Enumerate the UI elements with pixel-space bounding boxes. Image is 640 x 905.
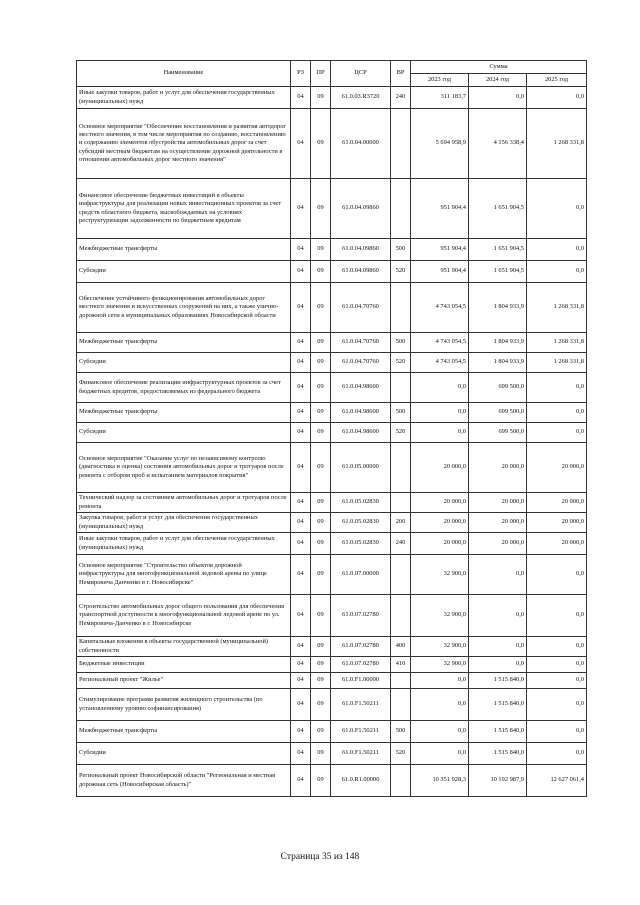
row-2024-cell: 20 000,0 — [469, 443, 527, 493]
row-csr-cell: 61.0.07.02780 — [331, 657, 391, 673]
row-name-cell: Иные закупки товаров, работ и услуг для обеспечения государственных (муниципальных) нужд — [77, 533, 291, 555]
row-vr-cell: 200 — [391, 513, 411, 533]
row-2024-cell: 1 651 904,5 — [469, 239, 527, 261]
row-rz-cell: 04 — [291, 721, 311, 743]
row-pr-cell: 09 — [311, 373, 331, 403]
table-row — [77, 109, 587, 179]
row-2023-cell: 32 900,0 — [411, 657, 469, 673]
row-2024-cell: 1 515 840,0 — [469, 721, 527, 743]
row-2023-cell: 20 000,0 — [411, 493, 469, 513]
row-vr-cell — [391, 493, 411, 513]
row-2025-cell: 0,0 — [527, 261, 587, 283]
table-row — [77, 637, 587, 657]
row-csr-cell: 61.0.04.98600 — [331, 423, 391, 443]
row-csr-cell: 61.0.07.02780 — [331, 637, 391, 657]
row-vr-cell: 520 — [391, 743, 411, 765]
row-2025-cell: 1 268 331,8 — [527, 353, 587, 373]
row-2023-cell: 32 900,0 — [411, 595, 469, 637]
row-2023-cell: 0,0 — [411, 721, 469, 743]
row-name-cell: Финансовое обеспечение бюджетных инвестиций в объекты инфраструктуры для реализации новых инвестиционных проектов за счет средств областного бюджета, высвобождаемых на условиях реструктуризации задолженности по бюджетным кредитам — [77, 179, 291, 239]
row-csr-cell: 61.0.04.00000 — [331, 109, 391, 179]
row-2024-cell: 1 804 933,9 — [469, 333, 527, 353]
table-row — [77, 179, 587, 239]
row-2024-cell: 0,0 — [469, 637, 527, 657]
row-csr-cell: 61.0.05.00000 — [331, 443, 391, 493]
row-2024-cell: 1 804 933,9 — [469, 353, 527, 373]
table-row — [77, 743, 587, 765]
row-2024-cell: 0,0 — [469, 657, 527, 673]
header-rz: РЗ — [291, 61, 311, 87]
row-rz-cell: 04 — [291, 283, 311, 333]
row-2024-cell: 1 515 840,0 — [469, 689, 527, 721]
row-2025-cell: 20 000,0 — [527, 443, 587, 493]
row-vr-cell: 500 — [391, 721, 411, 743]
row-name-cell: Основное мероприятие "Обеспечение восстановления и развития автодорог местного значения, в том числе мероприятия по созданию, восстановлению и содержанию элементов обустройства автомобильных дорог за счет субсидий местным бюджетам на осуществление дорожной деятельности в отношении автомобильных дорог местного значения" — [77, 109, 291, 179]
row-name-cell: Межбюджетные трансферты — [77, 333, 291, 353]
row-2023-cell: 311 183,7 — [411, 87, 469, 109]
row-2023-cell: 951 904,4 — [411, 261, 469, 283]
row-2025-cell: 0,0 — [527, 743, 587, 765]
row-2024-cell: 1 651 904,5 — [469, 179, 527, 239]
row-pr-cell: 09 — [311, 87, 331, 109]
row-pr-cell: 09 — [311, 403, 331, 423]
row-2024-cell: 699 500,0 — [469, 373, 527, 403]
table-row — [77, 765, 587, 797]
row-rz-cell: 04 — [291, 765, 311, 797]
row-pr-cell: 09 — [311, 657, 331, 673]
row-2025-cell: 0,0 — [527, 179, 587, 239]
row-vr-cell — [391, 283, 411, 333]
header-2024: 2024 год — [469, 74, 527, 87]
row-vr-cell — [391, 443, 411, 493]
row-2025-cell: 0,0 — [527, 721, 587, 743]
table-row — [77, 673, 587, 689]
row-2025-cell: 1 268 331,8 — [527, 283, 587, 333]
row-2024-cell: 0,0 — [469, 595, 527, 637]
page-number: Страница 35 из 148 — [280, 852, 360, 862]
row-name-cell: Субсидии — [77, 261, 291, 283]
table-row — [77, 533, 587, 555]
row-name-cell: Субсидии — [77, 353, 291, 373]
row-vr-cell — [391, 109, 411, 179]
row-2025-cell: 0,0 — [527, 403, 587, 423]
row-2023-cell: 951 904,4 — [411, 239, 469, 261]
row-2025-cell: 1 268 331,8 — [527, 109, 587, 179]
row-name-cell: Межбюджетные трансферты — [77, 403, 291, 423]
table-body — [77, 87, 587, 797]
row-2023-cell: 20 000,0 — [411, 513, 469, 533]
row-2024-cell: 1 651 904,5 — [469, 261, 527, 283]
table-row — [77, 555, 587, 595]
row-vr-cell: 500 — [391, 333, 411, 353]
row-2024-cell: 1 804 933,9 — [469, 283, 527, 333]
row-2025-cell: 0,0 — [527, 657, 587, 673]
row-2023-cell: 4 743 054,5 — [411, 283, 469, 333]
row-2024-cell: 699 500,0 — [469, 423, 527, 443]
row-pr-cell: 09 — [311, 443, 331, 493]
row-csr-cell: 61.0.05.02830 — [331, 513, 391, 533]
row-name-cell: Иные закупки товаров, работ и услуг для обеспечения государственных (муниципальных) нужд — [77, 87, 291, 109]
row-name-cell: Субсидии — [77, 423, 291, 443]
row-csr-cell: 61.0.07.02780 — [331, 595, 391, 637]
row-2025-cell: 20 000,0 — [527, 513, 587, 533]
row-2023-cell: 0,0 — [411, 673, 469, 689]
row-rz-cell: 04 — [291, 373, 311, 403]
row-csr-cell: 61.0.04.09860 — [331, 261, 391, 283]
row-pr-cell: 09 — [311, 333, 331, 353]
row-pr-cell: 09 — [311, 595, 331, 637]
row-rz-cell: 04 — [291, 673, 311, 689]
row-name-cell: Межбюджетные трансферты — [77, 721, 291, 743]
row-2025-cell: 0,0 — [527, 373, 587, 403]
row-2023-cell: 32 900,0 — [411, 637, 469, 657]
row-rz-cell: 04 — [291, 239, 311, 261]
table-row — [77, 403, 587, 423]
row-rz-cell: 04 — [291, 637, 311, 657]
table-row — [77, 443, 587, 493]
row-name-cell: Финансовое обеспечение реализации инфраструктурных проектов за счет бюджетных кредитов, предоставляемых из федерального бюджета — [77, 373, 291, 403]
row-2023-cell: 20 000,0 — [411, 533, 469, 555]
row-rz-cell: 04 — [291, 179, 311, 239]
row-rz-cell: 04 — [291, 533, 311, 555]
row-name-cell: Межбюджетные трансферты — [77, 239, 291, 261]
row-2025-cell: 0,0 — [527, 423, 587, 443]
table-row — [77, 373, 587, 403]
row-2023-cell: 4 743 054,5 — [411, 333, 469, 353]
row-2025-cell: 1 268 331,8 — [527, 333, 587, 353]
row-vr-cell: 500 — [391, 239, 411, 261]
row-name-cell: Закупка товаров, работ и услуг для обеспечения государственных (муниципальных) нужд — [77, 513, 291, 533]
row-name-cell: Строительство автомобильных дорог общего пользования для обеспечения транспортной доступности к многофункциональной ледовой арене по ул. Немировича-Данченко в г. Новосибирске — [77, 595, 291, 637]
row-2023-cell: 20 000,0 — [411, 443, 469, 493]
header-row-1 — [77, 61, 587, 74]
row-pr-cell: 09 — [311, 743, 331, 765]
row-vr-cell — [391, 179, 411, 239]
row-rz-cell: 04 — [291, 513, 311, 533]
row-pr-cell: 09 — [311, 513, 331, 533]
row-rz-cell: 04 — [291, 403, 311, 423]
row-name-cell: Основное мероприятие "Оказание услуг по независимому контролю (диагностика и оценка) состояния автомобильных дорог и тротуаров после ремонта с отбором проб и испытанием материалов покрытия" — [77, 443, 291, 493]
table-row — [77, 333, 587, 353]
row-csr-cell: 61.0.04.09860 — [331, 179, 391, 239]
row-rz-cell: 04 — [291, 689, 311, 721]
row-pr-cell: 09 — [311, 721, 331, 743]
row-pr-cell: 09 — [311, 533, 331, 555]
row-name-cell: Региональный проект Новосибирской области "Региональная и местная дорожная сеть (Новосибирская область)" — [77, 765, 291, 797]
table-row — [77, 689, 587, 721]
header-name: Наименование — [77, 61, 291, 87]
row-rz-cell: 04 — [291, 595, 311, 637]
header-csr: ЦСР — [331, 61, 391, 87]
row-name-cell: Стимулирование программ развития жилищного строительства (по установленному уровню софинансирования) — [77, 689, 291, 721]
row-2024-cell: 20 000,0 — [469, 493, 527, 513]
row-2025-cell: 0,0 — [527, 637, 587, 657]
row-2023-cell: 5 694 958,9 — [411, 109, 469, 179]
row-vr-cell — [391, 373, 411, 403]
table-row — [77, 87, 587, 109]
table-row — [77, 283, 587, 333]
row-csr-cell: 61.0.03.R3720 — [331, 87, 391, 109]
row-rz-cell: 04 — [291, 443, 311, 493]
row-pr-cell: 09 — [311, 283, 331, 333]
row-vr-cell: 410 — [391, 657, 411, 673]
table-row — [77, 353, 587, 373]
row-2023-cell: 10 351 928,3 — [411, 765, 469, 797]
header-2023: 2023 год — [411, 74, 469, 87]
row-pr-cell: 09 — [311, 637, 331, 657]
row-csr-cell: 61.0.04.98600 — [331, 373, 391, 403]
row-2025-cell: 0,0 — [527, 595, 587, 637]
row-vr-cell: 520 — [391, 353, 411, 373]
row-2025-cell: 20 000,0 — [527, 493, 587, 513]
row-2024-cell: 1 515 840,0 — [469, 673, 527, 689]
row-rz-cell: 04 — [291, 353, 311, 373]
row-2025-cell: 0,0 — [527, 673, 587, 689]
table-row — [77, 423, 587, 443]
row-pr-cell: 09 — [311, 353, 331, 373]
table-row — [77, 239, 587, 261]
row-2023-cell: 0,0 — [411, 423, 469, 443]
row-2023-cell: 0,0 — [411, 373, 469, 403]
row-csr-cell: 61.0.F1.50211 — [331, 689, 391, 721]
row-vr-cell: 240 — [391, 87, 411, 109]
row-pr-cell: 09 — [311, 109, 331, 179]
row-vr-cell — [391, 765, 411, 797]
row-2025-cell: 20 000,0 — [527, 533, 587, 555]
row-vr-cell — [391, 555, 411, 595]
row-2024-cell: 20 000,0 — [469, 513, 527, 533]
row-name-cell: Бюджетные инвестиции — [77, 657, 291, 673]
row-csr-cell: 61.0.R1.00000 — [331, 765, 391, 797]
row-pr-cell: 09 — [311, 673, 331, 689]
row-vr-cell: 400 — [391, 637, 411, 657]
table-row — [77, 595, 587, 637]
row-2024-cell: 1 515 840,0 — [469, 743, 527, 765]
row-pr-cell: 09 — [311, 689, 331, 721]
row-vr-cell — [391, 595, 411, 637]
row-2024-cell: 0,0 — [469, 555, 527, 595]
row-pr-cell: 09 — [311, 423, 331, 443]
row-2024-cell: 699 500,0 — [469, 403, 527, 423]
row-pr-cell: 09 — [311, 555, 331, 595]
header-sum: Сумма — [411, 61, 587, 74]
row-rz-cell: 04 — [291, 87, 311, 109]
row-2025-cell: 12 627 061,4 — [527, 765, 587, 797]
row-rz-cell: 04 — [291, 423, 311, 443]
row-vr-cell — [391, 689, 411, 721]
row-2023-cell: 951 904,4 — [411, 179, 469, 239]
row-name-cell: Региональный проект "Жилье" — [77, 673, 291, 689]
row-name-cell: Капитальные вложения в объекты государственной (муниципальной) собственности — [77, 637, 291, 657]
row-vr-cell — [391, 673, 411, 689]
table-row — [77, 721, 587, 743]
row-2024-cell: 10 192 987,9 — [469, 765, 527, 797]
table-row — [77, 657, 587, 673]
row-2023-cell: 0,0 — [411, 743, 469, 765]
row-vr-cell: 520 — [391, 423, 411, 443]
row-2023-cell: 32 900,0 — [411, 555, 469, 595]
table-row — [77, 513, 587, 533]
row-rz-cell: 04 — [291, 109, 311, 179]
row-rz-cell: 04 — [291, 743, 311, 765]
row-pr-cell: 09 — [311, 179, 331, 239]
row-2023-cell: 4 743 054,5 — [411, 353, 469, 373]
row-pr-cell: 09 — [311, 493, 331, 513]
row-csr-cell: 61.0.05.02830 — [331, 533, 391, 555]
row-2025-cell: 0,0 — [527, 87, 587, 109]
row-rz-cell: 04 — [291, 493, 311, 513]
row-rz-cell: 04 — [291, 333, 311, 353]
header-pr: ПР — [311, 61, 331, 87]
row-2024-cell: 4 156 338,4 — [469, 109, 527, 179]
header-vr: ВР — [391, 61, 411, 87]
row-2025-cell: 0,0 — [527, 239, 587, 261]
table-row — [77, 493, 587, 513]
row-csr-cell: 61.0.05.02830 — [331, 493, 391, 513]
row-csr-cell: 61.0.04.09860 — [331, 239, 391, 261]
header-2025: 2025 год — [527, 74, 587, 87]
row-pr-cell: 09 — [311, 261, 331, 283]
row-vr-cell: 500 — [391, 403, 411, 423]
row-pr-cell: 09 — [311, 239, 331, 261]
row-csr-cell: 61.0.04.70760 — [331, 353, 391, 373]
row-name-cell: Субсидии — [77, 743, 291, 765]
row-csr-cell: 61.0.07.00000 — [331, 555, 391, 595]
row-rz-cell: 04 — [291, 261, 311, 283]
row-vr-cell: 240 — [391, 533, 411, 555]
row-pr-cell: 09 — [311, 765, 331, 797]
row-csr-cell: 61.0.04.70760 — [331, 283, 391, 333]
row-2023-cell: 0,0 — [411, 403, 469, 423]
row-csr-cell: 61.0.F1.50211 — [331, 721, 391, 743]
row-name-cell: Технический надзор за состоянием автомобильных дорог и тротуаров после ремонта — [77, 493, 291, 513]
row-2025-cell: 0,0 — [527, 555, 587, 595]
row-name-cell: Обеспечение устойчивого функционирования автомобильных дорог местного значения и искусственных сооружений на них, а также улично-дорожной сети в муниципальных образованиях Новосибирской области — [77, 283, 291, 333]
row-csr-cell: 61.0.04.98600 — [331, 403, 391, 423]
row-2025-cell: 0,0 — [527, 689, 587, 721]
table-row — [77, 261, 587, 283]
row-csr-cell: 61.0.04.70760 — [331, 333, 391, 353]
row-rz-cell: 04 — [291, 657, 311, 673]
row-vr-cell: 520 — [391, 261, 411, 283]
row-rz-cell: 04 — [291, 555, 311, 595]
row-2024-cell: 0,0 — [469, 87, 527, 109]
row-2024-cell: 20 000,0 — [469, 533, 527, 555]
row-2023-cell: 0,0 — [411, 689, 469, 721]
row-name-cell: Основное мероприятие "Строительство объектов дорожной инфраструктуры для многофункциональной ледовой арены по улице Немировича Данченко в г. Новосибирске" — [77, 555, 291, 595]
budget-table — [76, 60, 587, 797]
row-csr-cell: 61.0.F1.00000 — [331, 673, 391, 689]
row-csr-cell: 61.0.F1.50211 — [331, 743, 391, 765]
